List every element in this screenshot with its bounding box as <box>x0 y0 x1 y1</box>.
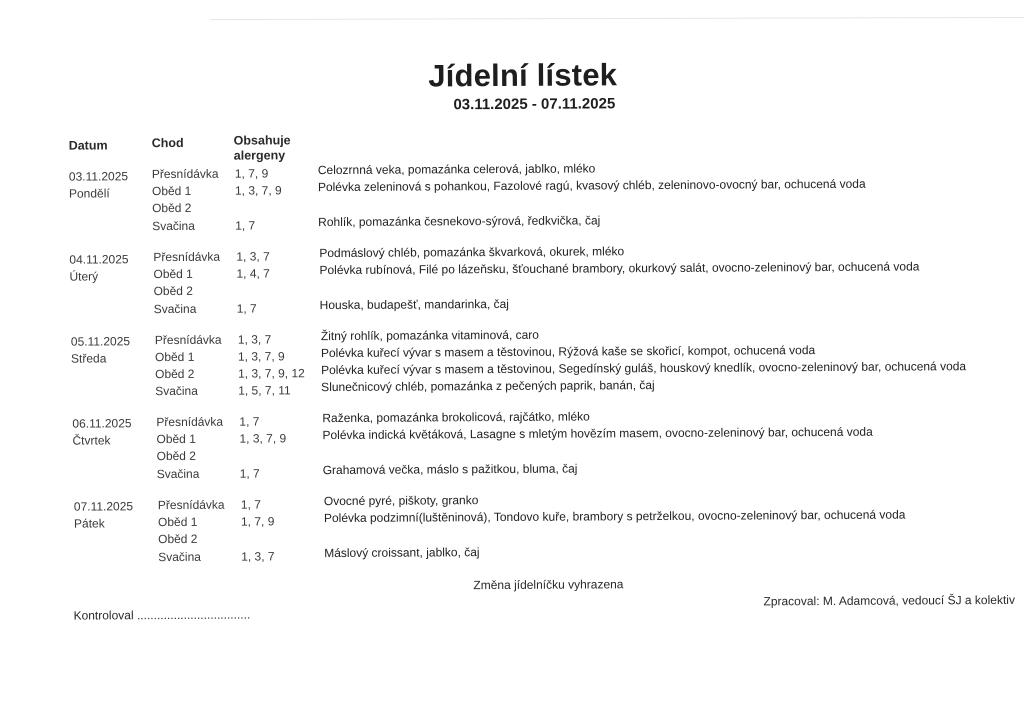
course-label: Oběd 1 <box>151 183 192 199</box>
course-label: Oběd 2 <box>152 200 192 216</box>
course-label: Svačina <box>156 466 200 482</box>
menu-change-notice: Změna jídelníčku vyhrazena <box>473 577 624 593</box>
course-label: Svačina <box>158 549 201 565</box>
menu-text: Polévka rubínová, Filé po lázeňsku, šťouchané brambory, okurkový salát, ovocno-zeleninový bar, ochucená voda <box>319 259 920 278</box>
allergens-value: 1, 4, 7 <box>236 266 270 281</box>
allergens-value: 1, 3, 7 <box>237 332 272 347</box>
menu-text: Raženka, pomazánka brokolicová, rajčátko, mléko <box>322 409 590 426</box>
checked-by-signature: Kontroloval .................................. <box>73 607 251 623</box>
course-label: Svačina <box>153 301 197 317</box>
course-label: Přesnídávka <box>156 414 224 430</box>
menu-text: Polévka kuřecí vývar s masem a těstovinou, Rýžová kaše se skořicí, kompot, ochucená voda <box>320 343 816 361</box>
menu-text: Slunečnicový chléb, pomazánka z pečených paprik, banán, čaj <box>321 378 655 395</box>
menu-text: Polévka indická květáková, Lasagne s mletým hovězím masem, ovocno-zeleninový bar, ochucená voda <box>322 424 873 443</box>
allergens-value: 1, 7 <box>240 497 261 512</box>
course-label: Oběd 2 <box>155 366 195 382</box>
menu-text: Polévka kuřecí vývar s masem a těstovinou, Segedínský guláš, houskový knedlík, ovocno-zeleninový bar, ochucená voda <box>321 359 967 378</box>
header-allergens-line1: Obsahuje <box>233 133 291 148</box>
course-label: Přesnídávka <box>157 497 225 513</box>
allergens-value: 1, 3, 7, 9, 12 <box>238 366 305 381</box>
allergens-value: 1, 7 <box>235 218 256 233</box>
prepared-by: Zpracoval: M. Adamcová, vedoucí ŠJ a kolektiv <box>763 592 1015 609</box>
day-weekday: Pondělí <box>68 186 110 201</box>
menu-text: Polévka zeleninová s pohankou, Fazolové ragú, kvasový chléb, zeleninovo-ovocný bar, ochucená voda <box>317 176 866 195</box>
course-label: Svačina <box>152 218 195 234</box>
allergens-value: 1, 7 <box>236 301 257 316</box>
allergens-value: 1, 3, 7, 9 <box>237 349 285 364</box>
date-range: 03.11.2025 - 07.11.2025 <box>453 95 616 114</box>
day-date: 03.11.2025 <box>68 169 129 184</box>
course-label: Přesnídávka <box>153 249 221 265</box>
allergens-value: 1, 7, 9 <box>234 166 269 181</box>
menu-text: Ovocné pyré, piškoty, granko <box>323 493 479 509</box>
course-label: Přesnídávka <box>151 166 219 182</box>
allergens-value: 1, 7, 9 <box>240 514 275 529</box>
document-title: Jídelní lístek <box>428 57 618 94</box>
day-date: 06.11.2025 <box>72 416 132 431</box>
day-date: 04.11.2025 <box>69 252 129 267</box>
menu-text: Houska, budapešť, mandarinka, čaj <box>319 296 509 313</box>
allergens-value: 1, 5, 7, 11 <box>238 383 291 398</box>
course-label: Oběd 1 <box>153 266 193 282</box>
allergens-value: 1, 3, 7 <box>236 249 270 264</box>
allergens-value: 1, 3, 7, 9 <box>239 431 287 446</box>
day-weekday: Čtvrtek <box>72 433 111 448</box>
header-course: Chod <box>151 135 184 151</box>
header-allergens <box>234 133 291 163</box>
day-weekday: Pátek <box>73 516 105 531</box>
menu-text: Celozrnná veka, pomazánka celerová, jablko, mléko <box>317 161 596 178</box>
course-label: Svačina <box>155 383 198 399</box>
allergens-value: 1, 7 <box>239 414 260 429</box>
course-label: Oběd 1 <box>156 431 196 447</box>
menu-text: Grahamová večka, máslo s pažitkou, bluma, čaj <box>322 461 578 478</box>
menu-text: Žitný rohlík, pomazánka vitaminová, caro <box>320 327 539 344</box>
menu-text: Máslový croissant, jablko, čaj <box>324 545 480 561</box>
allergens-value: 1, 3, 7, 9 <box>234 183 282 198</box>
course-label: Oběd 1 <box>154 349 195 365</box>
day-date: 07.11.2025 <box>73 499 134 514</box>
day-weekday: Středa <box>70 351 107 366</box>
header-date: Datum <box>68 138 108 153</box>
course-label: Oběd 1 <box>157 514 198 530</box>
course-label: Oběd 2 <box>153 283 193 299</box>
allergens-value: 1, 3, 7 <box>241 549 275 564</box>
menu-text: Rohlík, pomazánka česnekovo-sýrová, ředkvička, čaj <box>318 213 601 230</box>
allergens-value: 1, 7 <box>239 466 260 481</box>
course-label: Oběd 2 <box>158 531 198 547</box>
menu-text: Podmáslový chléb, pomazánka škvarková, okurek, mléko <box>319 244 625 261</box>
course-label: Oběd 2 <box>156 448 196 464</box>
menu-text: Polévka podzimní(luštěninová), Tondovo kuře, brambory s petrželkou, ovocno-zeleninový bar, ochucená voda <box>323 507 906 526</box>
course-label: Přesnídávka <box>154 332 222 348</box>
day-date: 05.11.2025 <box>70 334 131 349</box>
day-weekday: Úterý <box>69 269 99 284</box>
header-allergens-line2: alergeny <box>233 148 286 163</box>
